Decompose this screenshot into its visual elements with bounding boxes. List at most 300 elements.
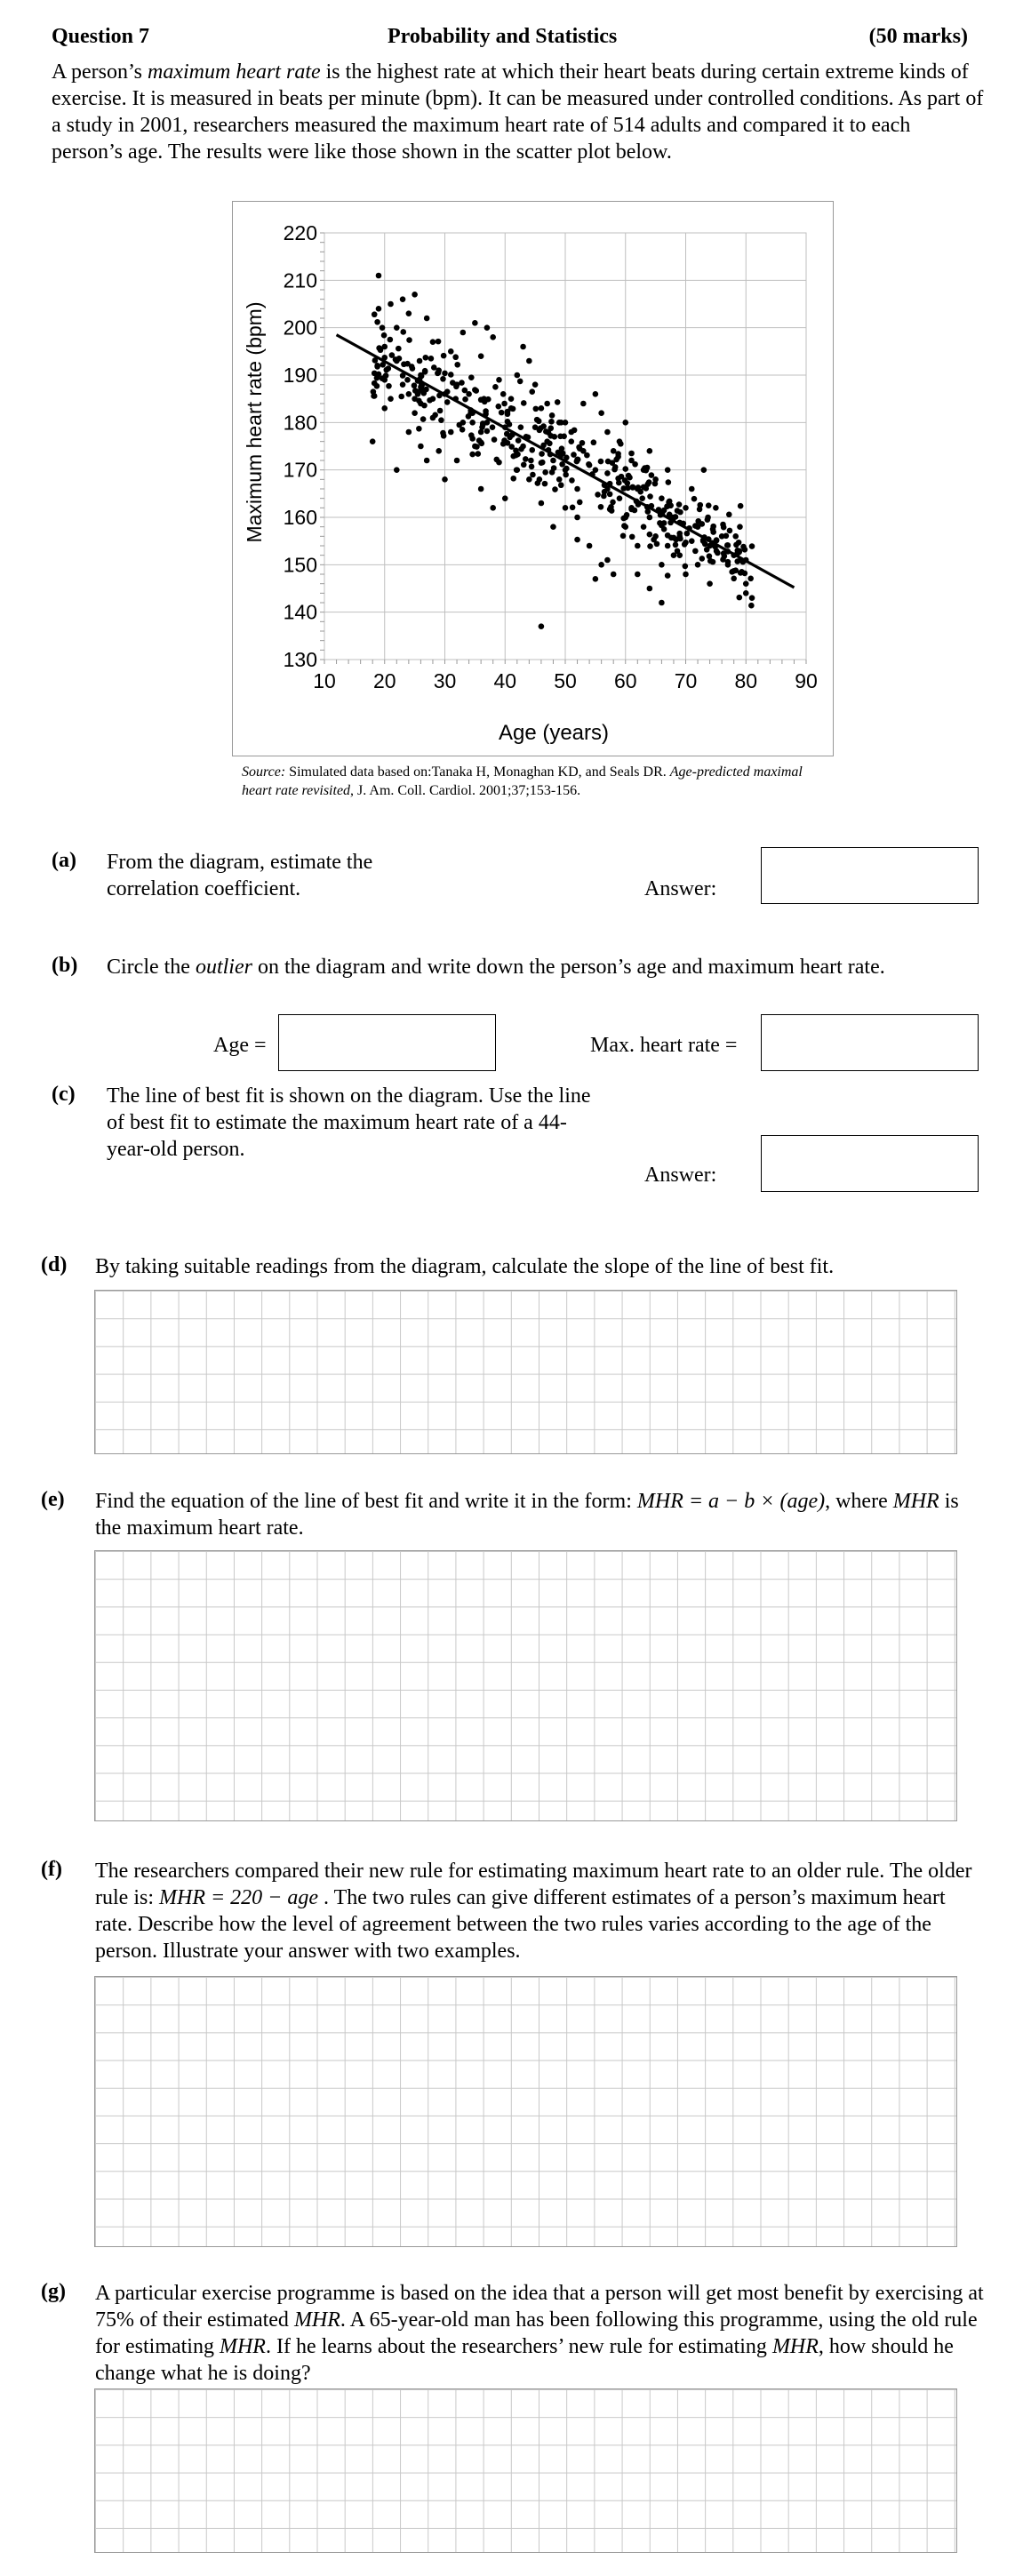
data-point: [607, 492, 613, 498]
data-point: [517, 379, 523, 385]
data-point: [654, 541, 660, 548]
x-tick-label: 90: [795, 669, 818, 692]
data-point: [412, 382, 418, 388]
data-point: [684, 531, 691, 537]
data-point: [563, 505, 569, 511]
part-e-label: (e): [41, 1488, 65, 1511]
x-tick-label: 10: [313, 669, 336, 692]
data-point: [374, 383, 380, 389]
data-point: [704, 547, 710, 553]
data-point: [624, 480, 630, 486]
data-point: [584, 452, 590, 459]
data-point: [462, 388, 468, 394]
data-point: [478, 486, 484, 492]
data-point: [574, 537, 580, 543]
data-point: [563, 472, 569, 478]
data-point: [727, 528, 733, 534]
data-point: [632, 508, 638, 514]
data-point: [604, 429, 611, 436]
data-point: [430, 339, 436, 345]
data-point: [665, 543, 671, 549]
data-point: [444, 399, 451, 405]
max-heart-rate-answer-box[interactable]: [761, 1014, 979, 1071]
data-point: [673, 542, 679, 548]
data-point: [666, 500, 672, 506]
data-point: [469, 452, 476, 458]
data-point: [448, 429, 454, 436]
data-point: [493, 457, 500, 463]
data-point: [381, 332, 388, 339]
data-point: [374, 375, 380, 381]
data-point: [720, 556, 726, 563]
data-point: [647, 543, 653, 549]
data-point: [400, 381, 406, 388]
data-point: [647, 515, 653, 521]
data-point: [520, 344, 526, 350]
data-point: [412, 410, 418, 416]
data-point: [627, 475, 633, 481]
data-point: [617, 495, 623, 501]
data-point: [428, 356, 435, 362]
data-point: [748, 603, 755, 609]
part-d-label: (d): [41, 1253, 68, 1276]
data-point: [501, 437, 508, 444]
data-point: [721, 524, 727, 531]
data-point: [647, 586, 653, 592]
data-point: [376, 306, 382, 312]
data-point: [459, 380, 465, 386]
data-point: [386, 383, 392, 389]
data-point: [604, 557, 611, 564]
y-tick-label: 150: [283, 553, 317, 577]
data-point: [550, 458, 556, 464]
part-c-text: The line of best fit is shown on the diagram. Use the line of best fit to estimate the maximum heart rate of a 44-year-old person.: [107, 1084, 591, 1161]
data-point: [436, 339, 442, 345]
x-tick-label: 20: [372, 669, 396, 692]
part-d-working-grid[interactable]: [94, 1290, 957, 1454]
age-label: Age =: [213, 1034, 267, 1057]
data-point: [528, 458, 534, 464]
data-point: [374, 363, 380, 369]
data-point: [376, 273, 382, 279]
data-point: [416, 426, 422, 432]
data-point: [598, 410, 604, 416]
data-point: [507, 421, 513, 428]
data-point: [598, 459, 604, 465]
y-tick-label: 220: [283, 221, 317, 244]
data-point: [598, 562, 604, 568]
data-point: [418, 444, 424, 450]
data-point: [535, 480, 541, 486]
data-point: [569, 477, 575, 484]
data-point: [666, 479, 672, 485]
topic-title: Probability and Statistics: [388, 25, 618, 48]
data-point: [492, 384, 499, 390]
data-point: [673, 537, 679, 543]
data-point: [621, 523, 627, 529]
data-point: [490, 334, 496, 340]
data-point: [400, 296, 406, 302]
data-point: [422, 368, 428, 374]
data-point: [530, 472, 536, 478]
data-point: [659, 600, 665, 606]
y-tick-label: 130: [283, 648, 317, 671]
data-point: [639, 495, 645, 501]
data-point: [539, 405, 545, 412]
data-point: [552, 486, 558, 492]
data-point: [526, 476, 532, 483]
data-point: [492, 436, 498, 443]
data-point: [448, 372, 454, 378]
data-point: [713, 505, 719, 511]
data-point: [537, 428, 543, 434]
data-point: [526, 358, 532, 364]
data-point: [507, 435, 513, 441]
data-point: [505, 411, 511, 417]
question-number: Question 7: [52, 25, 150, 48]
data-point: [423, 387, 429, 393]
data-point: [460, 330, 467, 336]
data-point: [733, 542, 739, 548]
data-point: [406, 391, 412, 397]
data-point: [420, 416, 427, 422]
part-f-label: (f): [41, 1858, 62, 1881]
part-a-text: From the diagram, estimate the correlation coefficient.: [107, 851, 373, 900]
data-point: [539, 460, 546, 466]
data-point: [406, 337, 412, 343]
data-point: [665, 572, 671, 579]
data-point: [732, 567, 739, 573]
data-point: [591, 439, 597, 445]
part-f-text: The researchers compared their new rule for estimating maximum heart rate to an older rule. The older rule is: MHR = 220 − age . The two rules can give different estimates of a person’s maximum heart rate. Describe how the level of agreement between the two rules varies according to the age of the person. Illustrate your answer with two examples.: [95, 1860, 972, 1963]
y-tick-label: 170: [283, 458, 317, 482]
part-c-answer-label: Answer:: [644, 1164, 717, 1187]
data-point: [424, 458, 430, 464]
data-point: [555, 399, 561, 405]
data-point: [478, 353, 484, 359]
data-point: [676, 501, 683, 508]
data-point: [374, 319, 380, 325]
data-point: [380, 324, 386, 331]
data-point: [417, 358, 423, 364]
data-point: [707, 580, 713, 587]
data-point: [563, 466, 570, 472]
data-point: [739, 569, 745, 575]
data-point: [615, 453, 621, 460]
data-point: [442, 476, 448, 483]
data-point: [558, 482, 564, 488]
data-point: [406, 429, 412, 436]
data-point: [699, 521, 705, 527]
x-tick-label: 50: [554, 669, 577, 692]
data-point: [649, 472, 655, 478]
data-point: [484, 428, 491, 435]
data-point: [620, 485, 627, 492]
data-point: [647, 448, 653, 454]
data-point: [707, 558, 714, 564]
data-point: [747, 576, 754, 582]
data-point: [726, 512, 732, 518]
data-point: [476, 437, 483, 444]
data-point: [383, 372, 389, 379]
data-point: [659, 562, 665, 568]
data-point: [677, 509, 683, 516]
data-point: [699, 556, 705, 562]
data-point: [400, 329, 406, 335]
data-point: [571, 452, 577, 458]
data-point: [661, 520, 667, 526]
data-point: [529, 464, 535, 470]
scatter-chart: [232, 201, 834, 756]
data-point: [549, 469, 555, 476]
data-point: [749, 595, 755, 601]
data-point: [629, 534, 635, 540]
max-heart-rate-label: Max. heart rate =: [590, 1034, 738, 1057]
part-e-text: Find the equation of the line of best fit and write it in the form: MHR = a − b × (age), where MHR is the maximum heart rate.: [95, 1490, 959, 1540]
data-point: [570, 505, 576, 511]
data-point: [454, 362, 460, 368]
data-point: [595, 492, 601, 498]
data-point: [539, 500, 545, 507]
data-point: [724, 542, 731, 548]
part-e-working-grid[interactable]: [94, 1550, 957, 1821]
data-point: [515, 372, 521, 379]
data-point: [691, 496, 698, 502]
data-point: [665, 532, 671, 539]
age-answer-box[interactable]: [278, 1014, 496, 1071]
data-point: [462, 396, 468, 403]
y-tick-label: 180: [283, 411, 317, 435]
data-point: [611, 572, 617, 578]
data-point: [383, 367, 389, 373]
data-point: [495, 404, 501, 410]
part-b-text: Circle the outlier on the diagram and write down the person’s age and maximum heart rate.: [107, 956, 885, 979]
data-point: [740, 544, 747, 550]
data-point: [542, 481, 548, 487]
data-point: [544, 401, 550, 407]
data-point: [547, 441, 553, 447]
data-point: [652, 481, 659, 487]
data-point: [622, 466, 628, 472]
data-point: [438, 417, 444, 423]
part-d-text: By taking suitable readings from the diagram, calculate the slope of the line of best fit.: [95, 1255, 835, 1278]
data-point: [749, 543, 755, 549]
data-point: [523, 456, 529, 462]
y-tick-label: 140: [283, 600, 317, 624]
data-point: [645, 481, 651, 487]
data-point: [419, 373, 425, 380]
data-point: [479, 424, 485, 430]
data-point: [577, 500, 583, 506]
data-point: [710, 526, 716, 532]
data-point: [499, 410, 505, 416]
data-point: [701, 467, 707, 473]
data-point: [637, 489, 643, 495]
data-point: [412, 388, 419, 394]
part-g-working-grid[interactable]: [94, 2388, 957, 2553]
data-point: [675, 548, 681, 555]
data-point: [532, 381, 539, 388]
data-point: [610, 460, 616, 466]
data-point: [421, 403, 428, 409]
data-point: [394, 467, 400, 473]
data-point: [441, 433, 447, 439]
data-point: [424, 316, 430, 322]
data-point: [500, 391, 507, 397]
data-point: [556, 476, 563, 483]
data-point: [396, 346, 402, 352]
x-tick-label: 60: [613, 669, 637, 692]
data-point: [676, 531, 683, 537]
data-point: [731, 576, 737, 582]
data-point: [689, 538, 695, 544]
data-point: [502, 495, 508, 501]
data-point: [568, 438, 574, 444]
data-point: [714, 548, 720, 555]
data-point: [732, 533, 739, 540]
data-point: [452, 354, 459, 360]
data-point: [575, 457, 581, 463]
data-point: [432, 412, 438, 419]
data-point: [574, 515, 580, 521]
data-point: [440, 376, 446, 382]
data-point: [515, 452, 521, 458]
y-tick-label: 160: [283, 506, 317, 529]
scatter-plot-svg: [233, 202, 833, 756]
data-point: [484, 324, 491, 331]
part-a-label: (a): [52, 849, 76, 872]
data-point: [632, 461, 638, 468]
data-point: [454, 458, 460, 464]
data-point: [496, 377, 502, 383]
data-point: [644, 465, 651, 471]
part-c-answer-box[interactable]: [761, 1135, 979, 1192]
data-point: [406, 310, 412, 316]
part-f-working-grid[interactable]: [94, 1976, 957, 2247]
data-point: [695, 562, 701, 568]
part-b-label: (b): [52, 954, 78, 977]
data-point: [618, 441, 624, 447]
data-point: [610, 500, 616, 506]
data-point: [574, 486, 580, 492]
data-point: [647, 532, 653, 538]
data-point: [518, 424, 524, 430]
data-point: [558, 420, 564, 426]
data-point: [475, 451, 481, 457]
data-point: [743, 580, 749, 587]
data-point: [647, 493, 653, 500]
data-point: [736, 549, 742, 556]
data-point: [473, 388, 479, 394]
part-a-answer-label: Answer:: [644, 877, 717, 900]
data-point: [529, 447, 535, 453]
data-point: [468, 432, 475, 438]
part-g-label: (g): [41, 2280, 66, 2303]
x-axis-label: Age (years): [498, 721, 610, 745]
data-point: [683, 564, 689, 570]
data-point: [436, 448, 442, 454]
data-point: [689, 486, 695, 492]
data-point: [587, 543, 593, 549]
outlier-point[interactable]: [539, 623, 545, 629]
part-a-answer-box[interactable]: [761, 847, 979, 904]
data-point: [737, 524, 743, 530]
data-point: [706, 502, 712, 508]
data-point: [571, 428, 578, 434]
data-point: [388, 301, 394, 308]
data-point: [620, 533, 627, 540]
data-point: [376, 345, 382, 351]
data-point: [412, 292, 418, 298]
data-point: [602, 489, 608, 495]
data-point: [598, 504, 604, 510]
data-point: [683, 572, 689, 578]
x-tick-label: 80: [734, 669, 758, 692]
data-point: [683, 540, 689, 546]
data-point: [521, 462, 527, 468]
data-point: [501, 401, 508, 407]
data-point: [622, 420, 628, 426]
data-point: [423, 355, 429, 361]
y-axis-label: Maximum heart rate (bpm): [243, 301, 266, 543]
data-point: [442, 371, 448, 377]
data-point: [539, 451, 545, 457]
data-point: [723, 533, 730, 540]
data-point: [516, 437, 522, 444]
data-point: [552, 434, 558, 440]
data-point: [441, 353, 447, 359]
data-point: [593, 391, 599, 397]
data-point: [557, 434, 563, 440]
data-point: [514, 467, 520, 473]
data-point: [372, 311, 378, 317]
data-point: [409, 364, 415, 370]
data-point: [431, 364, 437, 371]
data-point: [577, 445, 583, 452]
data-point: [736, 595, 742, 601]
data-point: [705, 515, 711, 521]
data-point: [372, 393, 378, 399]
data-point: [518, 446, 524, 452]
data-point: [635, 543, 641, 549]
data-point: [635, 572, 641, 578]
data-point: [641, 524, 647, 530]
data-point: [529, 388, 535, 395]
data-point: [547, 425, 554, 431]
data-point: [628, 451, 635, 457]
data-point: [586, 461, 592, 468]
data-point: [521, 400, 527, 406]
source-citation: Source: Simulated data based on:Tanaka H, Monaghan KD, and Seals DR. Age-predicted maximal heart rate revisited, J. Am. Coll. Cardiol. 2001;37;153-156.: [242, 764, 803, 798]
data-point: [510, 406, 516, 412]
data-point: [448, 348, 454, 355]
y-tick-label: 200: [283, 316, 317, 340]
x-tick-label: 70: [674, 669, 698, 692]
data-point: [510, 476, 516, 482]
data-point: [490, 505, 496, 511]
data-point: [435, 371, 441, 377]
data-point: [416, 398, 422, 404]
data-point: [482, 399, 488, 405]
data-point: [738, 503, 744, 509]
data-point: [508, 396, 515, 402]
data-point: [624, 512, 630, 518]
part-c-label: (c): [52, 1083, 76, 1106]
data-point: [370, 438, 376, 444]
data-point: [404, 377, 411, 383]
data-point: [388, 396, 394, 402]
y-tick-label: 210: [283, 268, 317, 292]
